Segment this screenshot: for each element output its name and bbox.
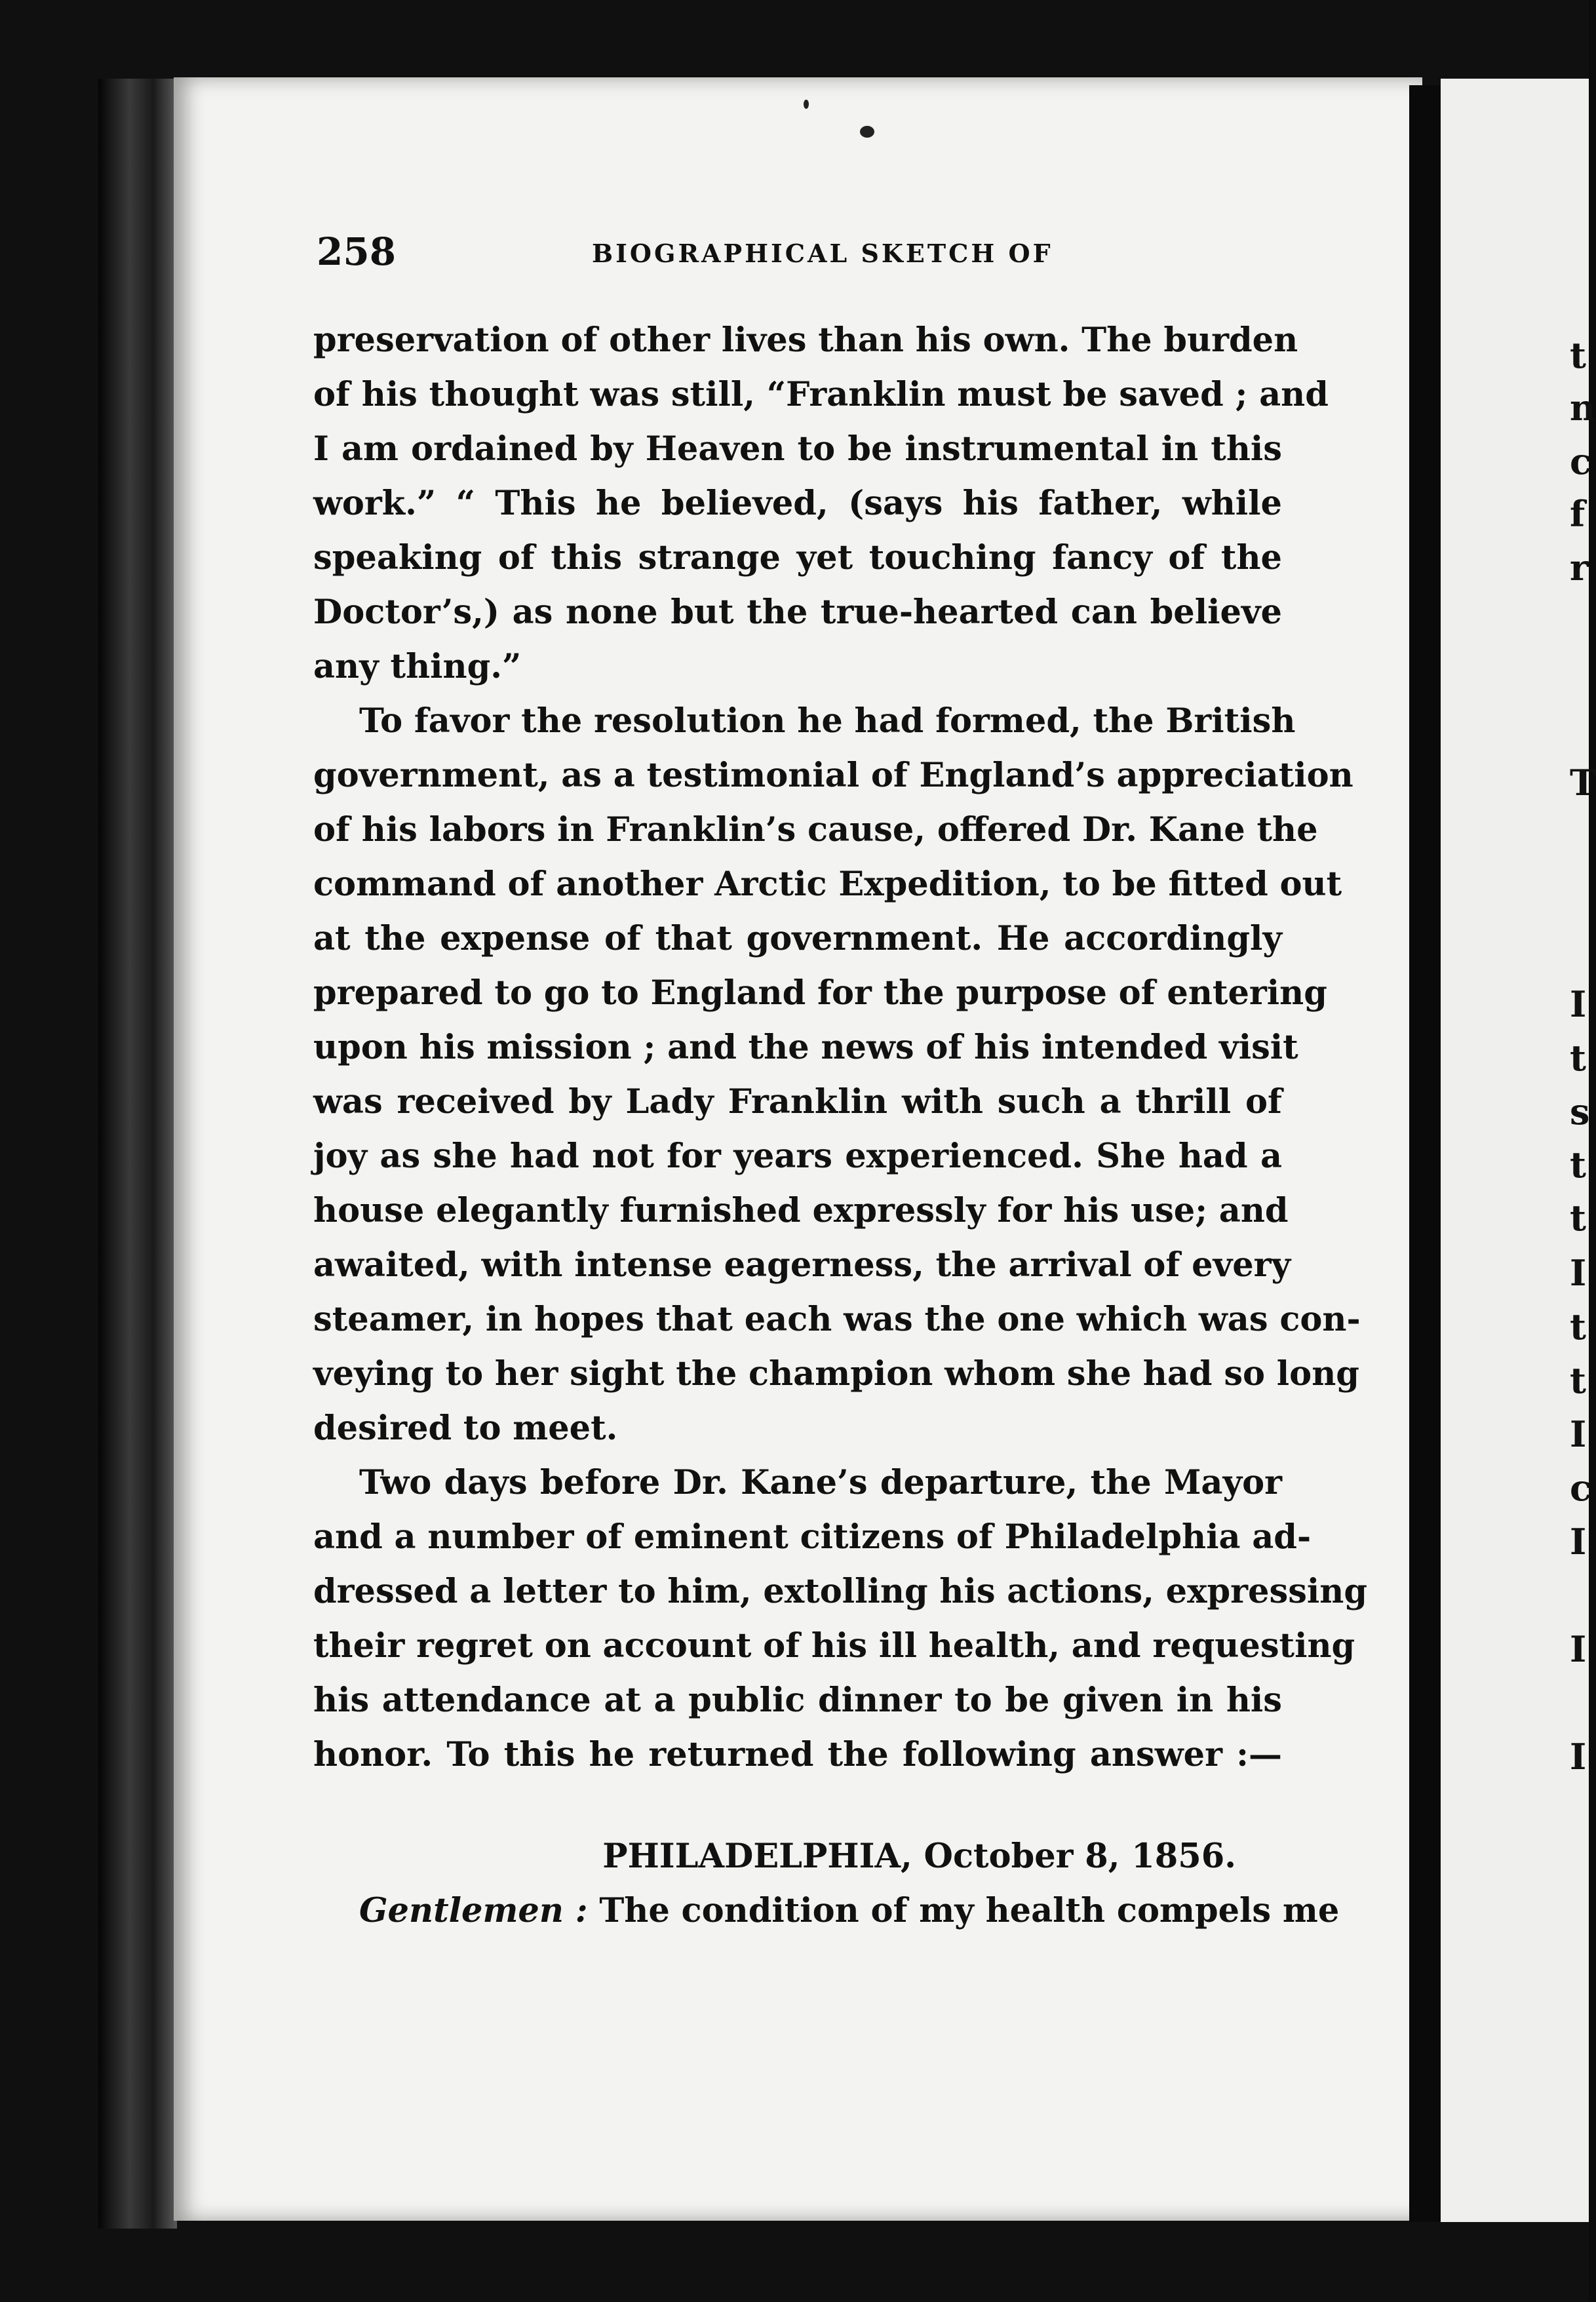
paragraph (313, 694, 1361, 1456)
facing-letter: I (1570, 1736, 1587, 1778)
text-line: upon his mission ; and the news of his intended visit (313, 1028, 1298, 1067)
ink-speck (860, 126, 874, 138)
text-line: awaited, with intense eagerness, the arrival of every (313, 1245, 1291, 1285)
book-binding-edge (98, 79, 177, 2229)
facing-letter: r (1570, 547, 1589, 589)
text-line: and a number of eminent citizens of Philadelphia ad- (313, 1517, 1312, 1557)
page-number: 258 (317, 229, 397, 274)
facing-letter: c (1570, 1467, 1591, 1509)
facing-letter: c (1570, 440, 1591, 482)
text-line: Doctor’s,) as none but the true-hearted can believe (313, 593, 1282, 632)
text-line: their regret on account of his ill health, and requesting (313, 1626, 1355, 1666)
text-line: his attendance at a public dinner to be given in his (313, 1681, 1282, 1720)
facing-letter: t (1570, 1306, 1586, 1348)
text-line: of his labors in Franklin’s cause, offered Dr. Kane the (313, 810, 1318, 849)
facing-letter: t (1570, 1197, 1586, 1239)
text-line: preservation of other lives than his own. The burden (313, 321, 1298, 360)
text-line: prepared to go to England for the purpose of entering (313, 973, 1327, 1013)
text-line: honor. To this he returned the following answer :— (313, 1735, 1282, 1774)
text-line: at the expense of that government. He accordingly (313, 919, 1282, 958)
text-line: To favor the resolution he had formed, the British (359, 701, 1296, 741)
facing-letter: T (1570, 762, 1596, 804)
text-line: Two days before Dr. Kane’s departure, the Mayor (359, 1463, 1282, 1502)
letter-dateline: PHILADELPHIA, October 8, 1856. (602, 1837, 1236, 1876)
text-line: was received by Lady Franklin with such a thrill of (313, 1082, 1282, 1122)
paragraph (313, 1456, 1368, 1782)
ink-speck (804, 100, 809, 109)
letter-salutation-line (313, 1884, 1340, 1938)
facing-letter: I (1570, 1252, 1587, 1294)
facing-letter: t (1570, 1144, 1586, 1186)
text-line: veying to her sight the champion whom she had so long (313, 1354, 1359, 1394)
facing-letter: I (1570, 983, 1587, 1025)
text-line: steamer, in hopes that each was the one which was con- (313, 1300, 1361, 1339)
page-gutter (1409, 85, 1442, 2222)
paragraph (313, 313, 1329, 694)
text-line: house elegantly furnished expressly for his use; and (313, 1191, 1289, 1230)
facing-letter: n (1570, 387, 1596, 429)
running-head (317, 229, 1280, 282)
facing-letter: t (1570, 1037, 1586, 1079)
text-line: any thing.” (313, 647, 522, 686)
body-text (313, 313, 1368, 1938)
facing-letter: t (1570, 334, 1586, 376)
text-line: dressed a letter to him, extolling his actions, expressing (313, 1572, 1368, 1611)
facing-page-edge (1441, 79, 1589, 2222)
facing-page-cut-text (1570, 0, 1596, 2302)
facing-letter: I (1570, 1413, 1587, 1455)
running-head-title: BIOGRAPHICAL SKETCH OF (592, 239, 1053, 268)
text-line: work.” “ This he believed, (says his father, while (313, 484, 1282, 523)
text-line: government, as a testimonial of England’s appreciation (313, 756, 1353, 795)
facing-letter: s (1570, 1091, 1590, 1133)
facing-letter: I (1570, 1521, 1587, 1563)
text-line: joy as she had not for years experienced. She had a (313, 1137, 1282, 1176)
facing-letter: t (1570, 1359, 1586, 1401)
letter-opening-text: The condition of my health compels me (599, 1891, 1340, 1930)
text-line: speaking of this strange yet touching fancy of the (313, 538, 1282, 577)
letter-salutation: Gentlemen : (359, 1891, 588, 1930)
text-line: of his thought was still, “Franklin must be saved ; and (313, 375, 1329, 414)
text-line: I am ordained by Heaven to be instrumental in this (313, 429, 1282, 469)
text-line: desired to meet. (313, 1409, 618, 1448)
facing-letter: I (1570, 1628, 1587, 1670)
facing-letter: f (1570, 493, 1586, 535)
text-line: command of another Arctic Expedition, to be fitted out (313, 865, 1342, 904)
